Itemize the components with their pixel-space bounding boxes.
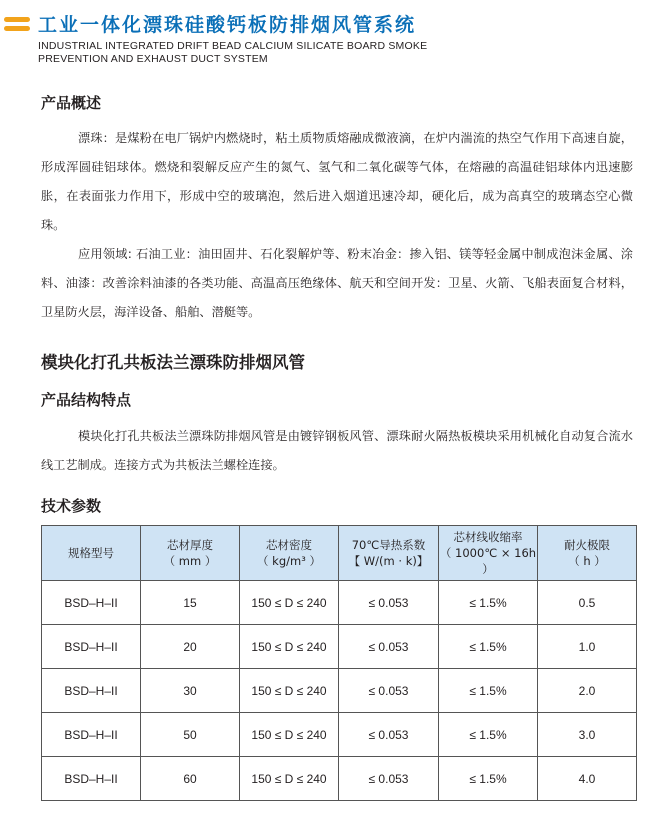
table-row <box>42 757 637 801</box>
column-header-label: 芯材线收缩率 <box>453 530 523 544</box>
table-cell: ≤ 0.053 <box>339 625 439 669</box>
table-cell: BSD–H–II <box>42 669 141 713</box>
title-row <box>4 10 654 37</box>
table-cell: ≤ 1.5% <box>439 757 538 801</box>
column-header <box>141 526 240 581</box>
table-cell: 30 <box>141 669 240 713</box>
table-cell: 50 <box>141 713 240 757</box>
column-header-label: 芯材厚度 <box>167 538 213 552</box>
column-header-label: 规格型号 <box>68 546 114 560</box>
table-cell: BSD–H–II <box>42 581 141 625</box>
table-cell: 150 ≤ D ≤ 240 <box>240 669 339 713</box>
table-cell: ≤ 1.5% <box>439 669 538 713</box>
structure-heading: 产品结构特点 <box>41 391 132 409</box>
page-header <box>4 10 654 66</box>
subtitle-line-2: PREVENTION AND EXHAUST DUCT SYSTEM <box>38 53 268 65</box>
table-cell: 4.0 <box>538 757 637 801</box>
column-header <box>339 526 439 581</box>
column-header-unit: 【 W/(m · k)】 <box>348 554 429 568</box>
specs-heading: 技术参数 <box>41 497 102 515</box>
table-cell: 150 ≤ D ≤ 240 <box>240 625 339 669</box>
column-header <box>439 526 538 581</box>
table-cell: 0.5 <box>538 581 637 625</box>
table-cell: 150 ≤ D ≤ 240 <box>240 757 339 801</box>
table-cell: ≤ 1.5% <box>439 625 538 669</box>
table-row <box>42 669 637 713</box>
table-row <box>42 581 637 625</box>
table-cell: BSD–H–II <box>42 757 141 801</box>
specs-table <box>41 525 637 801</box>
table-cell: ≤ 1.5% <box>439 581 538 625</box>
table-cell: 20 <box>141 625 240 669</box>
column-header <box>42 526 141 581</box>
table-row <box>42 713 637 757</box>
table-cell: ≤ 0.053 <box>339 713 439 757</box>
column-header-label: 70℃导热系数 <box>351 538 426 552</box>
column-header <box>538 526 637 581</box>
table-row <box>42 625 637 669</box>
page-subtitle-en <box>38 40 654 66</box>
table-cell: 150 ≤ D ≤ 240 <box>240 713 339 757</box>
module-heading: 模块化打孔共板法兰漂珠防排烟风管 <box>41 353 305 372</box>
column-header-unit: （ kg/m³ ） <box>257 554 321 568</box>
page-title: 工业一体化漂珠硅酸钙板防排烟风管系统 <box>38 14 417 36</box>
table-cell: BSD–H–II <box>42 625 141 669</box>
title-accent-icon <box>4 17 30 31</box>
table-cell: 2.0 <box>538 669 637 713</box>
table-cell: BSD–H–II <box>42 713 141 757</box>
overview-paragraph-2: 应用领域: 石油工业：油田固井、石化裂解炉等、粉末冶金：掺入铝、镁等轻金属中制成泡沫金属、涂料、油漆：改善涂料油漆的各类功能、高温高压绝缘体、航天和空间开发：卫星、火箭、飞船表面复合材料，卫星防火层，海洋设备、船舶、潜艇等。 <box>41 247 633 319</box>
table-cell: ≤ 0.053 <box>339 757 439 801</box>
table-header-row <box>42 526 637 581</box>
column-header <box>240 526 339 581</box>
structure-paragraph: 模块化打孔共板法兰漂珠防排烟风管是由镀锌钢板风管、漂珠耐火隔热板模块采用机械化自动复合流水线工艺制成。连接方式为共板法兰螺栓连接。 <box>41 429 633 472</box>
column-header-unit: （ h ） <box>568 554 606 568</box>
column-header-unit: （ mm ） <box>163 554 217 568</box>
column-header-label: 耐火极限 <box>564 538 610 552</box>
column-header-unit: （ 1000℃ × 16h ） <box>439 546 537 576</box>
table-cell: ≤ 1.5% <box>439 713 538 757</box>
column-header-label: 芯材密度 <box>266 538 312 552</box>
table-cell: ≤ 0.053 <box>339 669 439 713</box>
table-cell: 60 <box>141 757 240 801</box>
table-cell: 15 <box>141 581 240 625</box>
overview-heading: 产品概述 <box>41 94 102 112</box>
table-cell: 1.0 <box>538 625 637 669</box>
table-cell: 150 ≤ D ≤ 240 <box>240 581 339 625</box>
overview-paragraph-1: 漂珠：是煤粉在电厂锅炉内燃烧时，粘土质物质熔融成微液滴，在炉内湍流的热空气作用下高速自旋，形成浑圆硅铝球体。燃烧和裂解反应产生的氮气、氢气和二氧化碳等气体，在熔融的高温硅铝球体内迅速膨胀，在表面张力作用下，形成中空的玻璃泡，然后进入烟道迅速冷却，硬化后，成为高真空的玻璃态空心微珠。 <box>41 131 633 232</box>
subtitle-line-1: INDUSTRIAL INTEGRATED DRIFT BEAD CALCIUM SILICATE BOARD SMOKE <box>38 40 428 52</box>
table-cell: ≤ 0.053 <box>339 581 439 625</box>
table-cell: 3.0 <box>538 713 637 757</box>
